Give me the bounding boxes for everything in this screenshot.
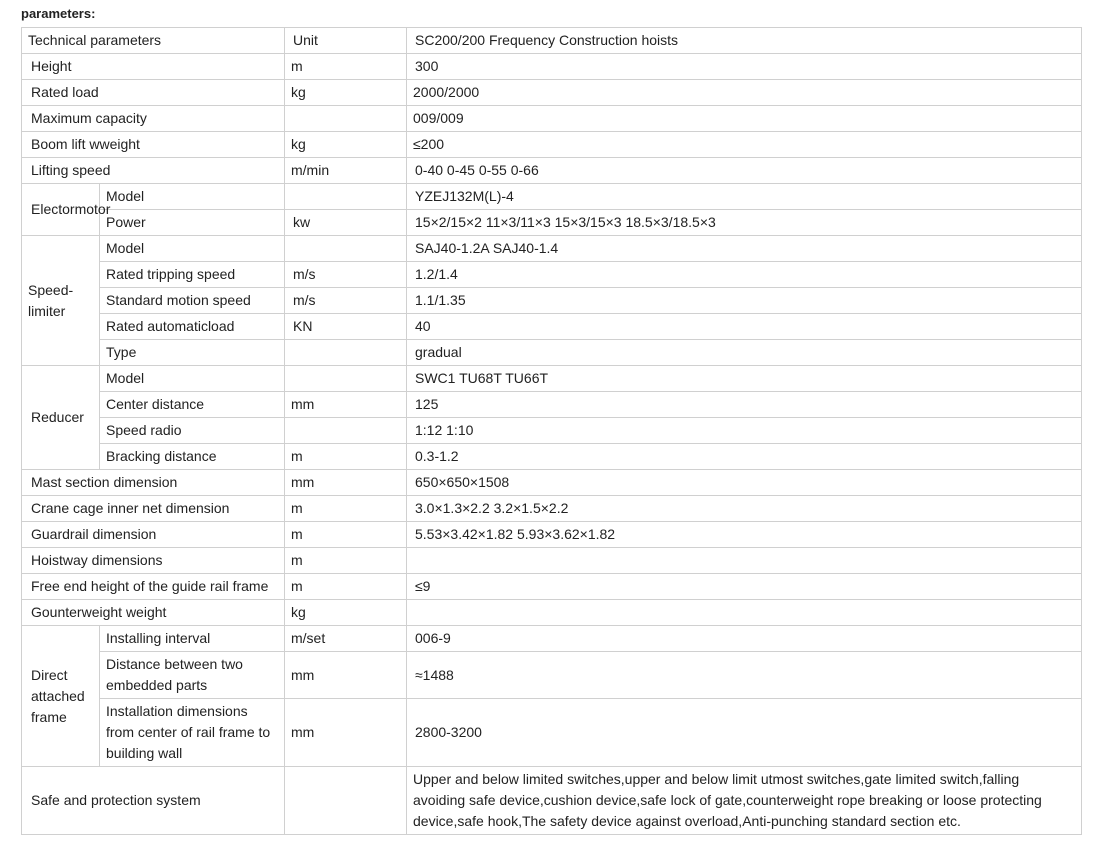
param-value: 40 (407, 314, 1082, 340)
param-unit: m/s (285, 288, 407, 314)
table-row (22, 574, 1082, 600)
param-unit: kg (285, 600, 407, 626)
param-value: 009/009 (407, 106, 1082, 132)
param-sublabel: Power (100, 210, 285, 236)
group-label-reducer: Reducer (22, 366, 100, 470)
table-row (22, 418, 1082, 444)
param-unit (285, 184, 407, 210)
param-label: Rated load (22, 80, 285, 106)
param-unit: Unit (285, 28, 407, 54)
param-sublabel: Model (100, 184, 285, 210)
param-value: YZEJ132M(L)-4 (407, 184, 1082, 210)
param-unit: m (285, 522, 407, 548)
table-row (22, 699, 1082, 767)
param-sublabel: Model (100, 236, 285, 262)
group-label-direct-attached-frame: Direct attached frame (22, 626, 100, 767)
param-value: 1.2/1.4 (407, 262, 1082, 288)
param-value: gradual (407, 340, 1082, 366)
param-value: ≤200 (407, 132, 1082, 158)
param-value: Upper and below limited switches,upper and below limit utmost switches,gate limited switch,falling avoiding safe device,cushion device,safe lock of gate,counterweight rope breaking or loose protecting device,safe hook,The safety device against overload,Anti-punching standard section etc. (407, 767, 1082, 835)
param-label: Safe and protection system (22, 767, 285, 835)
table-row (22, 392, 1082, 418)
table-row (22, 210, 1082, 236)
param-value: 650×650×1508 (407, 470, 1082, 496)
param-sublabel: Rated automaticload (100, 314, 285, 340)
param-unit: mm (285, 699, 407, 767)
param-unit: m/s (285, 262, 407, 288)
param-label: Lifting speed (22, 158, 285, 184)
param-label: Free end height of the guide rail frame (22, 574, 285, 600)
param-sublabel: Center distance (100, 392, 285, 418)
param-unit (285, 340, 407, 366)
param-unit: mm (285, 652, 407, 699)
param-label: Height (22, 54, 285, 80)
table-row (22, 106, 1082, 132)
table-row (22, 54, 1082, 80)
param-label: Hoistway dimensions (22, 548, 285, 574)
param-value: 0-40 0-45 0-55 0-66 (407, 158, 1082, 184)
param-unit (285, 106, 407, 132)
param-label: Boom lift wweight (22, 132, 285, 158)
param-value: 0.3-1.2 (407, 444, 1082, 470)
param-label: Mast section dimension (22, 470, 285, 496)
table-row (22, 184, 1082, 210)
group-label-speed-limiter: Speed-limiter (22, 236, 100, 366)
group-label-electromotor: Electormotor (22, 184, 100, 236)
table-row (22, 288, 1082, 314)
param-unit: KN (285, 314, 407, 340)
param-value: 2800-3200 (407, 699, 1082, 767)
table-row (22, 548, 1082, 574)
param-unit: kw (285, 210, 407, 236)
param-sublabel: Installing interval (100, 626, 285, 652)
table-row (22, 626, 1082, 652)
table-row (22, 340, 1082, 366)
param-sublabel: Model (100, 366, 285, 392)
table-row (22, 652, 1082, 699)
param-value: 006-9 (407, 626, 1082, 652)
param-label: Crane cage inner net dimension (22, 496, 285, 522)
param-value: 1.1/1.35 (407, 288, 1082, 314)
param-value: SC200/200 Frequency Construction hoists (407, 28, 1082, 54)
param-sublabel: Type (100, 340, 285, 366)
param-value: 5.53×3.42×1.82 5.93×3.62×1.82 (407, 522, 1082, 548)
param-unit: m/set (285, 626, 407, 652)
param-sublabel: Distance between two embedded parts (100, 652, 285, 699)
param-sublabel: Rated tripping speed (100, 262, 285, 288)
table-row (22, 444, 1082, 470)
param-unit (285, 366, 407, 392)
table-row (22, 236, 1082, 262)
table-row (22, 314, 1082, 340)
table-row (22, 366, 1082, 392)
param-value: SWC1 TU68T TU66T (407, 366, 1082, 392)
param-unit: mm (285, 392, 407, 418)
param-value: 15×2/15×2 11×3/11×3 15×3/15×3 18.5×3/18.5×3 (407, 210, 1082, 236)
table-row (22, 262, 1082, 288)
table-row (22, 470, 1082, 496)
param-unit: m (285, 496, 407, 522)
param-unit: mm (285, 470, 407, 496)
param-value (407, 600, 1082, 626)
param-unit: m (285, 54, 407, 80)
param-value: 3.0×1.3×2.2 3.2×1.5×2.2 (407, 496, 1082, 522)
param-unit: m (285, 548, 407, 574)
param-value: ≤9 (407, 574, 1082, 600)
param-label: Technical parameters (22, 28, 285, 54)
table-row (22, 767, 1082, 835)
param-unit: m (285, 574, 407, 600)
param-value: SAJ40-1.2A SAJ40-1.4 (407, 236, 1082, 262)
param-unit (285, 418, 407, 444)
param-value: ≈1488 (407, 652, 1082, 699)
param-value: 300 (407, 54, 1082, 80)
param-unit: kg (285, 80, 407, 106)
param-unit: m (285, 444, 407, 470)
param-label: Guardrail dimension (22, 522, 285, 548)
table-row (22, 158, 1082, 184)
param-sublabel: Installation dimensions from center of rail frame to building wall (100, 699, 285, 767)
param-unit: kg (285, 132, 407, 158)
table-row (22, 600, 1082, 626)
param-sublabel: Speed radio (100, 418, 285, 444)
param-unit (285, 236, 407, 262)
table-row (22, 80, 1082, 106)
table-row (22, 132, 1082, 158)
param-sublabel: Standard motion speed (100, 288, 285, 314)
param-value (407, 548, 1082, 574)
table-row (22, 496, 1082, 522)
param-value: 1:12 1:10 (407, 418, 1082, 444)
param-value: 125 (407, 392, 1082, 418)
param-unit: m/min (285, 158, 407, 184)
param-value: 2000/2000 (407, 80, 1082, 106)
parameters-heading: parameters: (21, 6, 96, 21)
param-label: Gounterweight weight (22, 600, 285, 626)
technical-parameters-table (21, 27, 1082, 835)
table-row (22, 522, 1082, 548)
table-row (22, 28, 1082, 54)
param-sublabel: Bracking distance (100, 444, 285, 470)
param-unit (285, 767, 407, 835)
param-label: Maximum capacity (22, 106, 285, 132)
